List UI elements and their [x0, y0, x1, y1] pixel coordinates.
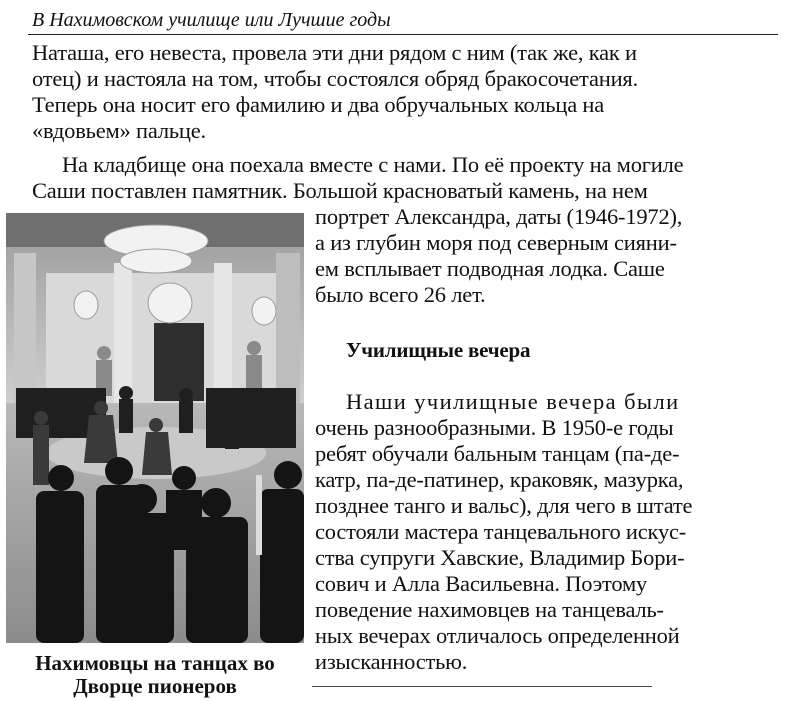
body-line: ем всплывает подводная лодка. Саше — [315, 256, 665, 281]
body-line: На кладбище она поехала вместе с нами. По её проекту на могиле — [62, 152, 684, 177]
body-line: а из глубин моря под северным сияни- — [315, 230, 677, 255]
body-line: было всего 26 лет. — [315, 282, 486, 307]
section-line: сович и Алла Васильевна. Поэтому — [315, 571, 648, 596]
section-heading: Училищные вечера — [346, 338, 531, 362]
section-line: изысканностью. — [315, 649, 468, 674]
body-line: «вдовьем» пальце. — [32, 118, 206, 143]
section-line: ства супруги Хавские, Владимир Бори- — [315, 545, 685, 570]
running-head: В Нахимовском училище или Лучшие годы — [32, 9, 391, 31]
section-line: поведение нахимовцев на танцеваль- — [315, 597, 664, 622]
section-line: Наши училищные вечера были — [346, 389, 680, 414]
body-line: Саши поставлен памятник. Большой красноватый камень, на нем — [32, 178, 648, 203]
body-line: отец) и настояла на том, чтобы состоялся обряд бракосочетания. — [32, 66, 638, 91]
section-line: позднее танго и вальс), для чего в штате — [315, 493, 693, 518]
photo-caption-line-1: Нахимовцы на танцах во — [35, 651, 275, 675]
section-line: очень разнообразными. В 1950-е годы — [315, 415, 674, 440]
body-line: Теперь она носит его фамилию и два обручальных кольца на — [32, 92, 605, 117]
bottom-rule — [312, 686, 652, 687]
header-rule — [28, 34, 778, 35]
section-line: состояли мастера танцевального искус- — [315, 519, 687, 544]
body-line: Наташа, его невеста, провела эти дни рядом с ним (так же, как и — [32, 40, 637, 65]
section-line: ных вечерах отличалось определенной — [315, 623, 680, 648]
body-line: портрет Александра, даты (1946-1972), — [315, 204, 683, 229]
ballroom-photo — [6, 213, 304, 643]
section-line: катр, па-де-патинер, краковяк, мазурка, — [315, 467, 684, 492]
section-line: ребят обучали бальным танцам (па-де- — [315, 441, 680, 466]
photo-caption-line-2: Дворце пионеров — [73, 674, 237, 698]
